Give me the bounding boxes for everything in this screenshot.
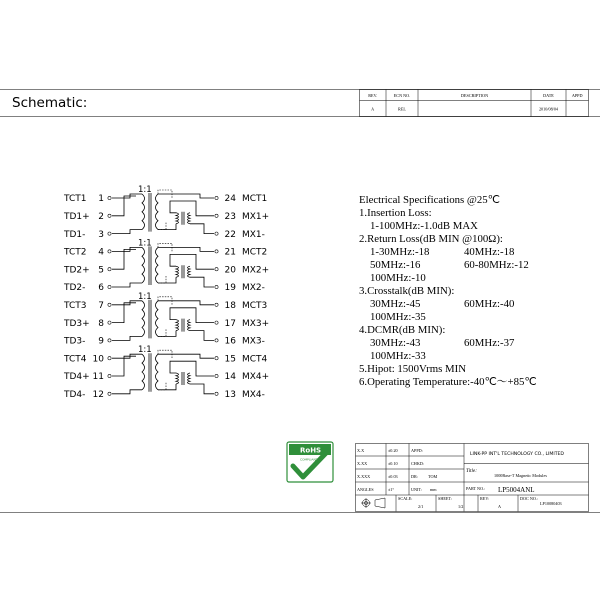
part-no-value: LP5004ANL	[498, 486, 535, 494]
left-pin-number: 9	[98, 336, 104, 347]
pin-terminal	[215, 303, 218, 306]
dr-label: DR:	[411, 474, 418, 479]
rohs-badge	[287, 442, 333, 482]
tol-label-1: X.X	[357, 448, 365, 453]
pin-terminal	[215, 250, 218, 253]
right-pin-name: MCT4	[242, 354, 268, 365]
right-pin-name: MX3+	[242, 318, 270, 329]
left-pin-number: 2	[98, 212, 104, 222]
left-pin-name: TCT3	[64, 301, 87, 311]
title-block	[356, 444, 589, 512]
scale-label: SCALE:	[398, 496, 413, 501]
right-pin-name: MX4+	[242, 372, 270, 383]
doc-no-value: LP10080403	[540, 501, 562, 506]
right-pin-name: MCT2	[242, 247, 268, 258]
spec-heading: Electrical Specifications @25℃	[359, 194, 500, 206]
pin-terminal	[215, 268, 218, 271]
left-pin-number: 3	[98, 229, 104, 240]
tol-value-2: ±0.10	[388, 461, 398, 466]
pin-terminal	[215, 357, 218, 360]
left-pin-number: 1	[98, 194, 104, 205]
spec-line: 100MHz:-10	[370, 272, 426, 284]
company-name: LINK-PP INT'L TECHNOLOGY CO., LIMITED	[470, 452, 564, 457]
title-value: 1000Base-T Magnetic Modules	[494, 473, 547, 478]
rev-header-date: DATE	[543, 93, 554, 98]
channel-1-transformer	[112, 185, 214, 234]
pin-terminal	[108, 392, 111, 395]
pin-terminal	[108, 321, 111, 324]
right-pin-number: 19	[224, 283, 236, 294]
pin-terminal	[215, 339, 218, 342]
tol-label-2: X.XX	[357, 461, 368, 466]
right-pin-name: MX2+	[242, 265, 270, 276]
spec-line: 100MHz:-33	[370, 350, 426, 362]
rev-header-ecn: ECN NO.	[393, 93, 411, 98]
rev-row-rev: A	[371, 106, 375, 112]
right-pin-number: 13	[224, 390, 236, 400]
right-pin-name: MCT1	[242, 194, 268, 205]
spec-line: 5.Hipot: 1500Vrms MIN	[359, 363, 467, 375]
rev-row-ecn: REL	[398, 106, 406, 112]
rohs-label: RoHS	[300, 446, 322, 455]
spec-line: 1-100MHz:-1.0dB MAX	[370, 220, 478, 232]
rev-row-date: 2010/08/04	[538, 106, 559, 112]
left-pin-number: 12	[92, 390, 104, 400]
spec-line: 30MHz:-43	[370, 337, 421, 349]
spec-line: 2.Return Loss(dB MIN @100Ω):	[359, 233, 503, 245]
pin-terminal	[108, 232, 111, 235]
spec-line: 30MHz:-45	[370, 298, 421, 310]
rev-label: REV:	[480, 496, 490, 501]
spec-line: 50MHz:-16	[370, 259, 421, 271]
left-pin-number: 10	[92, 354, 104, 365]
pin-terminal	[215, 392, 218, 395]
right-pin-number: 23	[224, 212, 236, 222]
left-pin-name: TD3+	[64, 318, 90, 329]
spec-line: 1-30MHz:-18	[370, 246, 430, 258]
right-pin-number: 15	[224, 354, 236, 365]
right-pin-name: MCT3	[242, 301, 268, 311]
left-pin-name: TD4+	[64, 372, 90, 383]
right-pin-number: 22	[224, 229, 236, 240]
title-label: Title:	[466, 468, 477, 474]
left-pin-name: TCT4	[64, 354, 87, 365]
spec-line: 1.Insertion Loss:	[359, 207, 432, 219]
pin-terminal	[215, 285, 218, 288]
left-pin-name: TCT1	[64, 194, 87, 205]
spec-line: 3.Crosstalk(dB MIN):	[359, 285, 455, 297]
rohs-sub-label: COMPLIANT	[300, 457, 318, 462]
pin-terminal	[108, 374, 111, 377]
right-pin-number: 21	[224, 247, 236, 258]
left-pin-number: 8	[98, 318, 104, 329]
tol-value-4: ±1°	[388, 487, 395, 492]
channel-3-transformer	[112, 292, 214, 341]
right-pin-number: 20	[224, 265, 236, 276]
left-pin-name: TCT2	[64, 247, 87, 258]
pin-terminal	[108, 268, 111, 271]
left-pin-number: 6	[98, 283, 104, 294]
right-pin-number: 16	[224, 336, 236, 347]
left-pin-name: TD2-	[64, 283, 86, 294]
unit-label: UNIT:	[411, 487, 422, 492]
projection-symbol-icon	[361, 498, 385, 508]
rev-value: A	[498, 504, 502, 509]
left-pin-name: TD4-	[64, 390, 86, 400]
right-pin-name: MX4-	[242, 390, 265, 400]
doc-no-label: DOC NO.:	[520, 496, 539, 501]
spec-line-second-col: 60MHz:-40	[464, 298, 515, 310]
spec-line-second-col: 60-80MHz:-12	[464, 259, 529, 271]
rev-header-description: DESCRIPTION	[460, 93, 489, 98]
spec-line: 100MHz:-35	[370, 311, 426, 323]
pin-terminal	[215, 214, 218, 217]
chkd-label: CHKD:	[411, 461, 425, 466]
left-pin-number: 11	[92, 372, 104, 383]
pin-terminal	[108, 339, 111, 342]
channel-2-transformer	[112, 238, 214, 287]
tol-value-3: ±0.03	[388, 474, 398, 479]
appd-label: APPD:	[411, 448, 423, 453]
pin-terminal	[215, 232, 218, 235]
right-pin-name: MX1-	[242, 229, 265, 240]
revision-table	[360, 90, 589, 117]
pin-terminal	[215, 374, 218, 377]
scale-value: 2/1	[418, 504, 424, 509]
spec-line-second-col: 40MHz:-18	[464, 246, 515, 258]
pin-terminal	[108, 357, 111, 360]
pin-terminal	[108, 196, 111, 199]
schematic-title: Schematic:	[12, 95, 88, 111]
pin-terminal	[215, 196, 218, 199]
turns-ratio-label: 1:1	[138, 291, 152, 302]
channel-4-transformer	[112, 345, 214, 394]
right-pin-name: MX2-	[242, 283, 265, 294]
spec-line: 4.DCMR(dB MIN):	[359, 324, 446, 336]
pin-terminal	[108, 214, 111, 217]
turns-ratio-label: 1:1	[138, 345, 152, 356]
spec-line: 6.Operating Temperature:-40℃～+85℃	[359, 376, 537, 388]
transformer-schematic	[63, 185, 269, 400]
pin-terminal	[108, 250, 111, 253]
left-pin-number: 4	[98, 247, 104, 258]
left-pin-name: TD1-	[64, 229, 86, 240]
left-pin-number: 5	[98, 265, 104, 276]
right-pin-number: 18	[224, 301, 236, 311]
rev-header-rev: REV.	[368, 93, 378, 98]
pin-terminal	[108, 285, 111, 288]
right-pin-name: MX1+	[242, 212, 270, 222]
right-pin-number: 14	[224, 372, 236, 383]
left-pin-name: TD2+	[64, 265, 90, 276]
left-pin-name: TD1+	[64, 212, 90, 222]
dr-value: TOM	[428, 474, 438, 479]
right-pin-name: MX3-	[242, 336, 265, 347]
tol-label-3: X.XXX	[357, 474, 371, 479]
pin-terminal	[108, 303, 111, 306]
right-pin-number: 17	[224, 318, 236, 329]
left-pin-name: TD3-	[64, 336, 86, 347]
spec-line-second-col: 60MHz:-37	[464, 337, 515, 349]
turns-ratio-label: 1:1	[138, 185, 152, 195]
pin-terminal	[215, 321, 218, 324]
electrical-specifications	[359, 194, 537, 388]
tol-value-1: ±0.20	[388, 448, 398, 453]
sheet-value: 1/2	[458, 504, 464, 509]
rev-header-appd: APPD	[571, 93, 583, 98]
left-pin-number: 7	[98, 301, 104, 311]
sheet-label: SHEET:	[438, 496, 452, 501]
unit-value: mm	[430, 487, 437, 492]
turns-ratio-label: 1:1	[138, 238, 152, 249]
part-no-label: PART NO.:	[466, 486, 486, 491]
right-pin-number: 24	[224, 194, 236, 205]
tol-label-4: ANGLES	[357, 487, 374, 492]
